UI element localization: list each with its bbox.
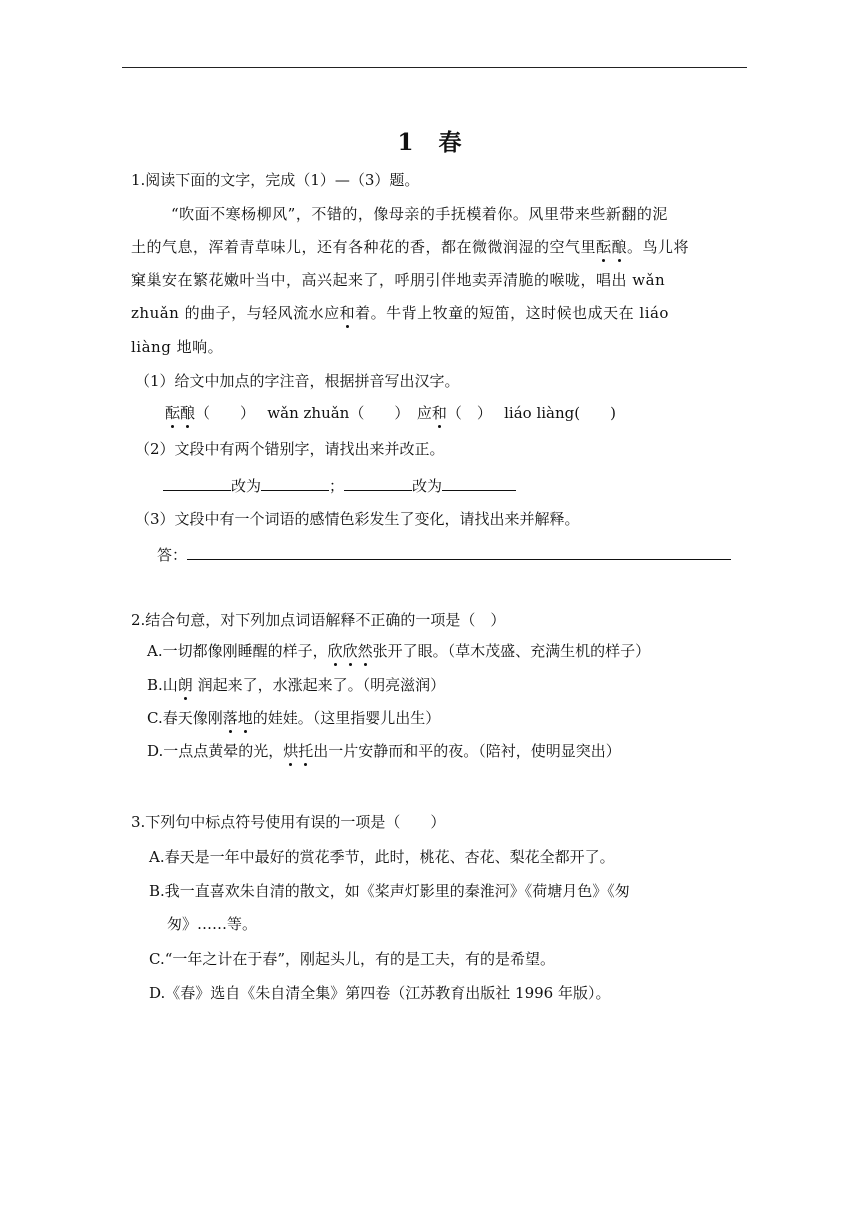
q3-option-d[interactable]: D.《春》选自《朱自清全集》第四卷（江苏教育出版社 1996 年版）。 bbox=[149, 984, 611, 1002]
dotted-char: 落 bbox=[222, 709, 238, 727]
passage-line-4: zhuǎn 的曲子，与轻风流水应和着。牛背上牧童的短笛，这时候也成天在 liáo bbox=[131, 304, 669, 322]
q2-stem: 2.结合句意，对下列加点词语解释不正确的一项是（ ） bbox=[131, 611, 506, 629]
q3-option-a[interactable]: A.春天是一年中最好的赏花季节，此时，桃花、杏花、梨花全都开了。 bbox=[149, 848, 615, 866]
q2-option-b[interactable]: B.山朗 润起来了，水涨起来了。（明亮滋润） bbox=[147, 676, 446, 694]
dotted-char: 然 bbox=[357, 642, 373, 660]
dotted-char: 酝 bbox=[596, 238, 612, 256]
page-title: 1 春 bbox=[397, 129, 463, 156]
dotted-char: 地 bbox=[237, 709, 253, 727]
dotted-char: 酝 bbox=[165, 404, 181, 422]
q1-sub2-prompt: （2）文段中有两个错别字，请找出来并改正。 bbox=[135, 440, 445, 458]
answer-blank[interactable] bbox=[442, 474, 516, 491]
q1-sub2-answer-line: 改为 ； 改为 bbox=[163, 474, 516, 496]
dotted-char: 朗 bbox=[177, 676, 193, 694]
dotted-char: 酿 bbox=[180, 404, 196, 422]
dotted-char: 酿 bbox=[611, 238, 628, 256]
q2-option-d[interactable]: D.一点点黄晕的光，烘托出一片安静而和平的夜。（陪衬，使明显突出） bbox=[147, 742, 621, 760]
passage-line-1: “吹面不寒杨柳风”，不错的，像母亲的手抚模着你。风里带来些新翻的泥 bbox=[171, 205, 668, 223]
answer-blank[interactable] bbox=[261, 474, 329, 491]
answer-blank[interactable] bbox=[344, 474, 412, 491]
header-rule bbox=[122, 67, 747, 68]
q2-option-c[interactable]: C.春天像刚落地的娃娃。（这里指婴儿出生） bbox=[147, 709, 441, 727]
dotted-char: 托 bbox=[298, 742, 314, 760]
passage-line-2: 土的气息，浑着青草味儿，还有各种花的香，都在微微润湿的空气里酝酿。鸟儿将 bbox=[131, 238, 690, 256]
dotted-char: 欣 bbox=[342, 642, 358, 660]
answer-blank[interactable] bbox=[163, 474, 231, 491]
dotted-char: 欣 bbox=[327, 642, 343, 660]
passage-line-3: 窠巢安在繁花嫩叶当中，高兴起来了，呼朋引伴地卖弄清脆的喉咙，唱出 wǎn bbox=[131, 271, 666, 289]
q2-option-a[interactable]: A.一切都像刚睡醒的样子，欣欣然张开了眼。（草木茂盛、充满生机的样子） bbox=[147, 642, 651, 660]
q1-sub3-prompt: （3）文段中有一个词语的感情色彩发生了变化，请找出来并解释。 bbox=[135, 510, 580, 528]
answer-blank[interactable] bbox=[187, 543, 731, 560]
q3-option-c[interactable]: C.“一年之计在于春”，刚起头儿，有的是工夫，有的是希望。 bbox=[149, 950, 556, 968]
dotted-char: 烘 bbox=[283, 742, 299, 760]
passage-line-5: liàng 地响。 bbox=[131, 338, 224, 356]
q3-stem: 3.下列句中标点符号使用有误的一项是（ ） bbox=[131, 813, 446, 831]
q1-stem: 1.阅读下面的文字，完成（1）—（3）题。 bbox=[131, 171, 420, 189]
q1-sub3-answer-line: 答： bbox=[157, 543, 731, 565]
dotted-char: 和 bbox=[339, 304, 356, 322]
dotted-char: 和 bbox=[431, 404, 447, 422]
q1-sub1-items: 酝酿（ ） wǎn zhuǎn（ ） 应和（ ） liáo liàng( ) bbox=[165, 404, 616, 422]
q3-option-b-cont: 匆》……等。 bbox=[167, 915, 258, 933]
q1-sub1-prompt: （1）给文中加点的字注音，根据拼音写出汉字。 bbox=[135, 372, 460, 390]
q3-option-b[interactable]: B.我一直喜欢朱自清的散文，如《桨声灯影里的秦淮河》《荷塘月色》《匆 bbox=[149, 882, 630, 900]
